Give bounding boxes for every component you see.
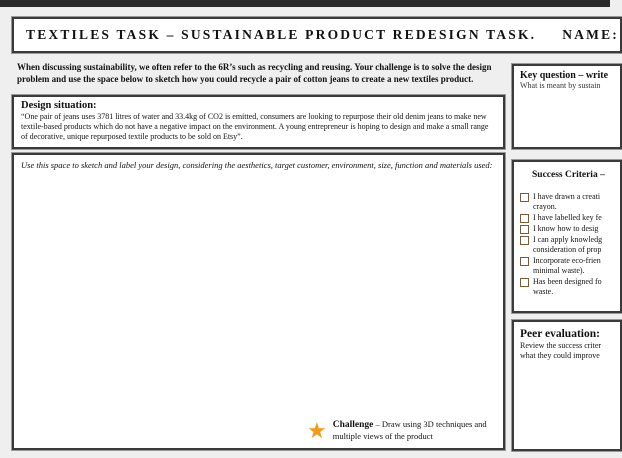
- success-criterion: [520, 213, 614, 223]
- design-situation-heading: Design situation:: [21, 100, 97, 111]
- criterion-text: I have labelled key fe: [533, 213, 602, 222]
- title-box: [12, 17, 622, 53]
- success-criterion: [520, 277, 614, 297]
- key-question-box[interactable]: [512, 64, 622, 149]
- name-label: NAME:: [562, 27, 619, 42]
- success-criterion: [520, 256, 614, 276]
- checkbox[interactable]: [520, 193, 529, 202]
- checkbox[interactable]: [520, 236, 529, 245]
- success-criterion: [520, 192, 614, 212]
- criterion-text: Has been designed fo waste.: [533, 277, 602, 296]
- peer-evaluation-box[interactable]: [512, 320, 622, 451]
- sketch-area[interactable]: [12, 153, 505, 450]
- success-criteria-heading: Success Criteria –: [532, 170, 605, 180]
- design-situation-box: [12, 95, 505, 149]
- criterion-text: Incorporate eco-frien minimal waste).: [533, 256, 601, 275]
- criterion-text: I can apply knowledg consideration of prop: [533, 235, 603, 254]
- challenge-label: Challenge: [332, 420, 374, 430]
- key-question-heading: Key question – write: [520, 70, 609, 81]
- checkbox[interactable]: [520, 278, 529, 287]
- design-situation-text: “One pair of jeans uses 3781 litres of water and 33.4kg of CO2 is emitted, consumers are looking to repurpose their old denim jeans to make new textile-based products which do not have a negative impact on the environment. A young entrepreneur is hoping to design and make a small range of decorative, unique repurposed textile products to be sold on Etsy”.: [21, 112, 489, 141]
- peer-evaluation-text: Review the success criter what they could improve: [520, 341, 602, 360]
- success-criterion: [520, 224, 614, 234]
- criterion-text: I have drawn a creati crayon.: [533, 192, 601, 211]
- window-top-bar: [0, 0, 610, 7]
- checkbox[interactable]: [520, 257, 529, 266]
- challenge-note: [307, 419, 501, 442]
- page-title: TEXTILES TASK – SUSTAINABLE PRODUCT REDESIGN TASK.: [26, 27, 537, 42]
- peer-evaluation-heading: Peer evaluation:: [520, 328, 600, 340]
- checkbox[interactable]: [520, 214, 529, 223]
- success-criteria-box: [512, 160, 622, 313]
- checkbox[interactable]: [520, 225, 529, 234]
- success-criterion: [520, 235, 614, 255]
- criterion-text: I know how to desig: [533, 224, 599, 233]
- sketch-instructions: Use this space to sketch and label your design, considering the aesthetics, target customer, environment, size, function and materials used:: [21, 160, 493, 170]
- intro-text: When discussing sustainability, we often refer to the 6R’s such as recycling and reusing. Your challenge is to solve the design problem and use the space below to sketch how you could recycle a pair of cotton jeans to create a new textiles product.: [17, 62, 492, 84]
- key-question-text: What is meant by sustain: [520, 81, 601, 90]
- star-icon: ★: [307, 418, 327, 443]
- challenge-text: – Draw using 3D techniques and multiple views of the product: [332, 419, 487, 441]
